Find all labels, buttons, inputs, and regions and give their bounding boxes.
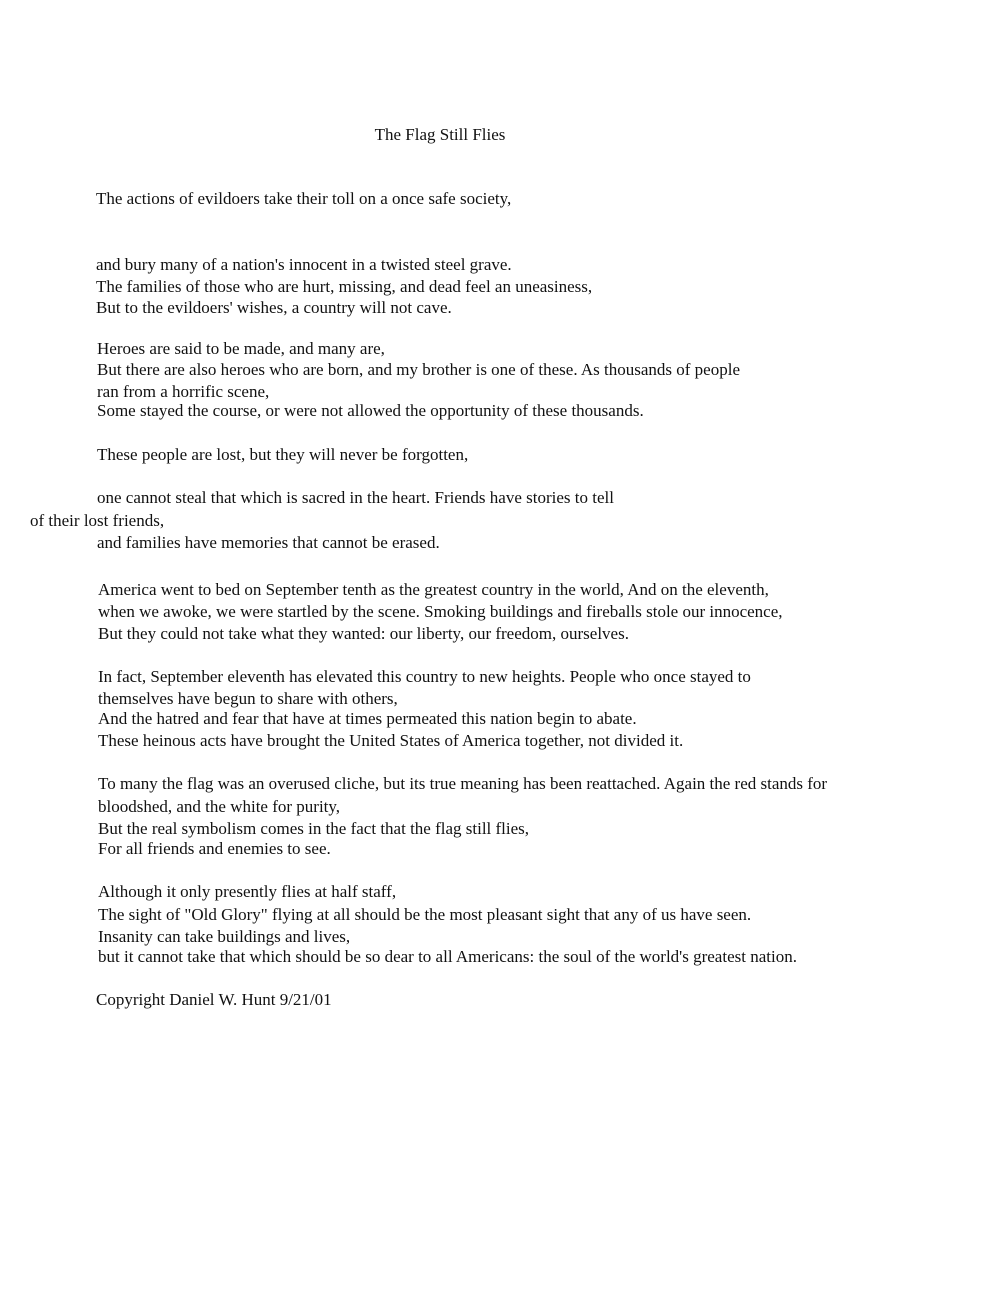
poem-line: one cannot steal that which is sacred in the heart. Friends have stories to tell (97, 488, 614, 507)
poem-line: To many the flag was an overused cliche, but its true meaning has been reattached. Again the red stands for (98, 774, 828, 793)
poem-line: when we awoke, we were startled by the scene. Smoking buildings and fireballs stole our innocence, (98, 602, 783, 621)
poem-line: America went to bed on September tenth as the greatest country in the world, And on the eleventh, (98, 580, 769, 599)
copyright-line: Copyright Daniel W. Hunt 9/21/01 (96, 990, 332, 1009)
poem-line: In fact, September eleventh has elevated this country to new heights. People who once stayed to (98, 667, 751, 686)
poem-line: But the real symbolism comes in the fact that the flag still flies, (98, 819, 530, 838)
poem-line: But there are also heroes who are born, and my brother is one of these. As thousands of people (97, 360, 740, 379)
poem-line: Insanity can take buildings and lives, (98, 927, 351, 946)
poem-line: but it cannot take that which should be so dear to all Americans: the soul of the world's greatest nation. (98, 947, 797, 966)
poem-line: Heroes are said to be made, and many are, (97, 339, 385, 358)
poem-line: Some stayed the course, or were not allowed the opportunity of these thousands. (97, 401, 644, 420)
poem-line: bloodshed, and the white for purity, (98, 797, 341, 816)
poem-title: The Flag Still Flies (374, 125, 506, 144)
poem-line: themselves have begun to share with others, (98, 689, 398, 708)
poem-line: For all friends and enemies to see. (98, 839, 331, 858)
poem-line: ran from a horrific scene, (97, 382, 270, 401)
poem-line: These people are lost, but they will never be forgotten, (97, 445, 469, 464)
poem-line: And the hatred and fear that have at times permeated this nation begin to abate. (98, 709, 637, 728)
poem-line: These heinous acts have brought the United States of America together, not divided it. (98, 731, 684, 750)
poem-line: But to the evildoers' wishes, a country will not cave. (96, 298, 452, 317)
poem-line: The families of those who are hurt, missing, and dead feel an uneasiness, (96, 277, 593, 296)
poem-line: and bury many of a nation's innocent in a twisted steel grave. (96, 255, 512, 274)
poem-line: The sight of "Old Glory" flying at all should be the most pleasant sight that any of us have seen. (98, 905, 752, 924)
poem-line: The actions of evildoers take their toll on a once safe society, (96, 189, 512, 208)
poem-line: But they could not take what they wanted: our liberty, our freedom, ourselves. (98, 624, 629, 643)
poem-line: and families have memories that cannot be erased. (97, 533, 440, 552)
poem-line: Although it only presently flies at half staff, (98, 882, 397, 901)
poem-line: of their lost friends, (30, 511, 165, 530)
